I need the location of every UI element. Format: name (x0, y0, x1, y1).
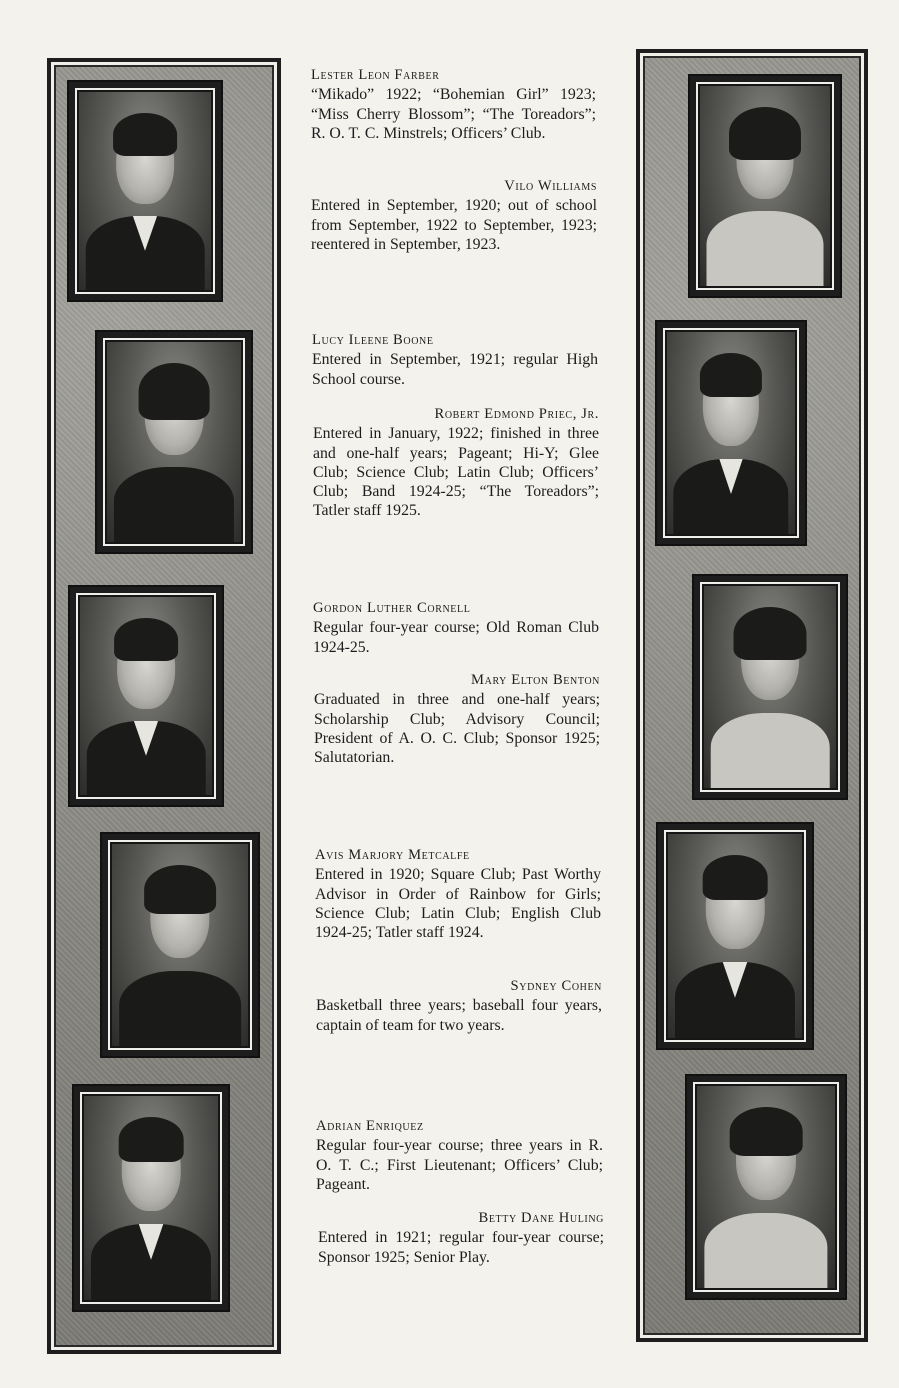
entry-text: Graduated in three and one-half years; Scholarship Club; Advisory Council; President of A. O. C. Club; Sponsor 1925; Salutatorian. (314, 691, 600, 767)
portrait-photo-robert-priec (655, 320, 807, 546)
entry-gordon-cornell (313, 599, 599, 657)
entry-name: Lucy Ileene Boone (312, 332, 434, 348)
entry-name: Robert Edmond Priec, Jr. (434, 406, 599, 422)
entry-text: Entered in September, 1920; out of school from September, 1922 to September, 1923; reentered in September, 1923. (311, 197, 597, 253)
entry-adrian-enriquez (316, 1117, 603, 1194)
entry-name: Sydney Cohen (510, 978, 602, 994)
entry-mary-benton (314, 671, 600, 767)
portrait-photo-adrian-enriquez (72, 1084, 230, 1312)
entry-name: Avis Marjory Metcalfe (315, 847, 470, 863)
entry-name: Adrian Enriquez (316, 1118, 424, 1134)
portrait-photo-betty-huling (685, 1074, 847, 1300)
portrait-photo-gordon-cornell (68, 585, 224, 807)
entry-text: Regular four-year course; three years in R. O. T. C.; First Lieutenant; Officers’ Club; Pageant. (316, 1137, 603, 1193)
entry-lucy-boone (312, 331, 598, 389)
portrait-photo-vilo-williams (688, 74, 842, 298)
entry-name: Lester Leon Farber (311, 67, 440, 83)
entry-name: Gordon Luther Cornell (313, 600, 471, 616)
entry-betty-huling (318, 1209, 604, 1267)
portrait-photo-mary-benton (692, 574, 848, 800)
entry-avis-metcalfe (315, 846, 601, 942)
entry-sydney-cohen (316, 977, 602, 1035)
entry-name: Betty Dane Huling (478, 1210, 604, 1226)
entry-text: Entered in January, 1922; finished in three and one-half years; Pageant; Hi-Y; Glee Club; Science Club; Latin Club; Officers’ Club; Band 1924-25; “The Toreadors”; Tatler staff 1925. (313, 425, 599, 520)
entry-name: Mary Elton Benton (471, 672, 600, 688)
entry-text: “Mikado” 1922; “Bohemian Girl” 1923; “Miss Cherry Blossom”; “The Toreadors”; R. O. T. C. Minstrels; Officers’ Club. (311, 86, 596, 142)
portrait-photo-lucy-boone (95, 330, 253, 554)
entry-vilo-williams (311, 177, 597, 254)
entry-robert-priec (313, 405, 599, 521)
portrait-photo-sydney-cohen (656, 822, 814, 1050)
portrait-photo-lester-farber (67, 80, 223, 302)
entry-text: Basketball three years; baseball four years, captain of team for two years. (316, 997, 602, 1034)
entry-name: Vilo Williams (504, 178, 597, 194)
entry-lester-farber (311, 66, 596, 143)
portrait-photo-avis-metcalfe (100, 832, 260, 1058)
entry-text: Entered in 1920; Square Club; Past Worthy Advisor in Order of Rainbow for Girls; Science Club; Latin Club; English Club 1924-25; Tatler staff 1924. (315, 866, 601, 942)
entry-text: Entered in 1921; regular four-year course; Sponsor 1925; Senior Play. (318, 1229, 604, 1266)
entry-text: Regular four-year course; Old Roman Club 1924-25. (313, 619, 599, 656)
entry-text: Entered in September, 1921; regular High School course. (312, 351, 598, 388)
